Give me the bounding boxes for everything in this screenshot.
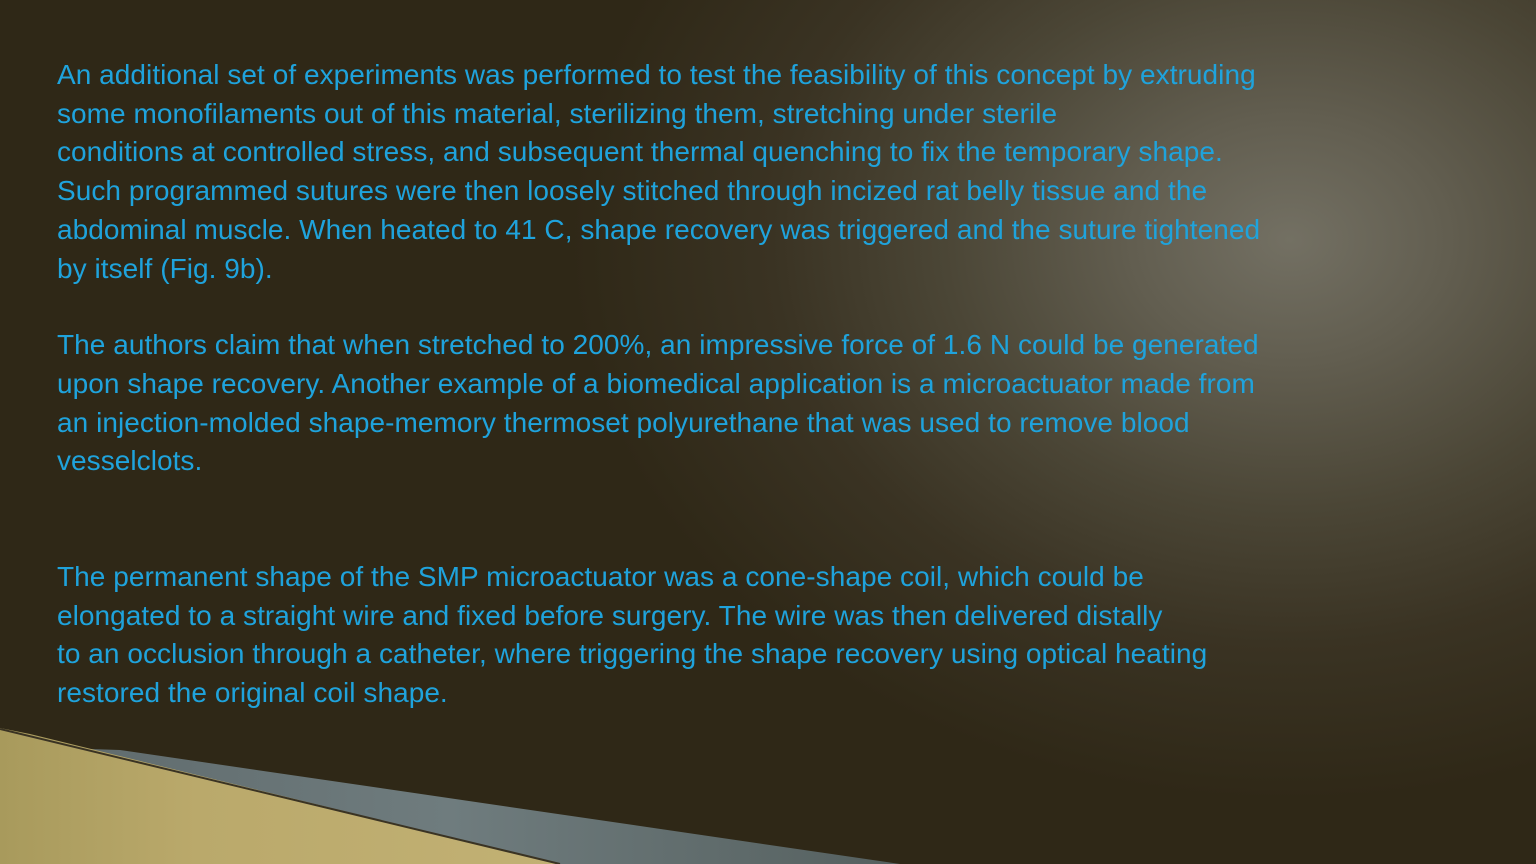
paragraph-line: some monofilaments out of this material, sterilizing them, stretching under sterile <box>57 97 1058 129</box>
body-text <box>57 56 1457 713</box>
paragraph-1 <box>57 56 1457 288</box>
paragraph-line: abdominal muscle. When heated to 41 C, shape recovery was triggered and the suture tightened <box>57 213 1261 245</box>
paragraph-line: vesselclots. <box>57 445 203 477</box>
paragraph-line: upon shape recovery. Another example of a biomedical application is a microactuator made from <box>57 367 1255 399</box>
paragraph-line: elongated to a straight wire and fixed before surgery. The wire was then delivered distally <box>57 599 1163 631</box>
paragraph-line: An additional set of experiments was performed to test the feasibility of this concept by extruding <box>57 59 1256 90</box>
paragraph-line: Such programmed sutures were then loosely stitched through incized rat belly tissue and the <box>57 175 1208 207</box>
paragraph-line: The permanent shape of the SMP microactuator was a cone-shape coil, which could be <box>57 561 1144 593</box>
paragraph-line: conditions at controlled stress, and subsequent thermal quenching to fix the temporary shape. <box>57 136 1223 168</box>
paragraph-line: to an occlusion through a catheter, where triggering the shape recovery using optical heating <box>57 638 1208 670</box>
paragraph-line: The authors claim that when stretched to 200%, an impressive force of 1.6 N could be generated <box>57 329 1259 361</box>
paragraph-2 <box>57 326 1457 481</box>
paragraph-line: restored the original coil shape. <box>57 677 448 709</box>
paragraph-line: an injection-molded shape-memory thermoset polyurethane that was used to remove blood <box>57 406 1190 438</box>
paragraph-line: by itself (Fig. 9b). <box>57 252 273 284</box>
paragraph-3 <box>57 558 1457 713</box>
